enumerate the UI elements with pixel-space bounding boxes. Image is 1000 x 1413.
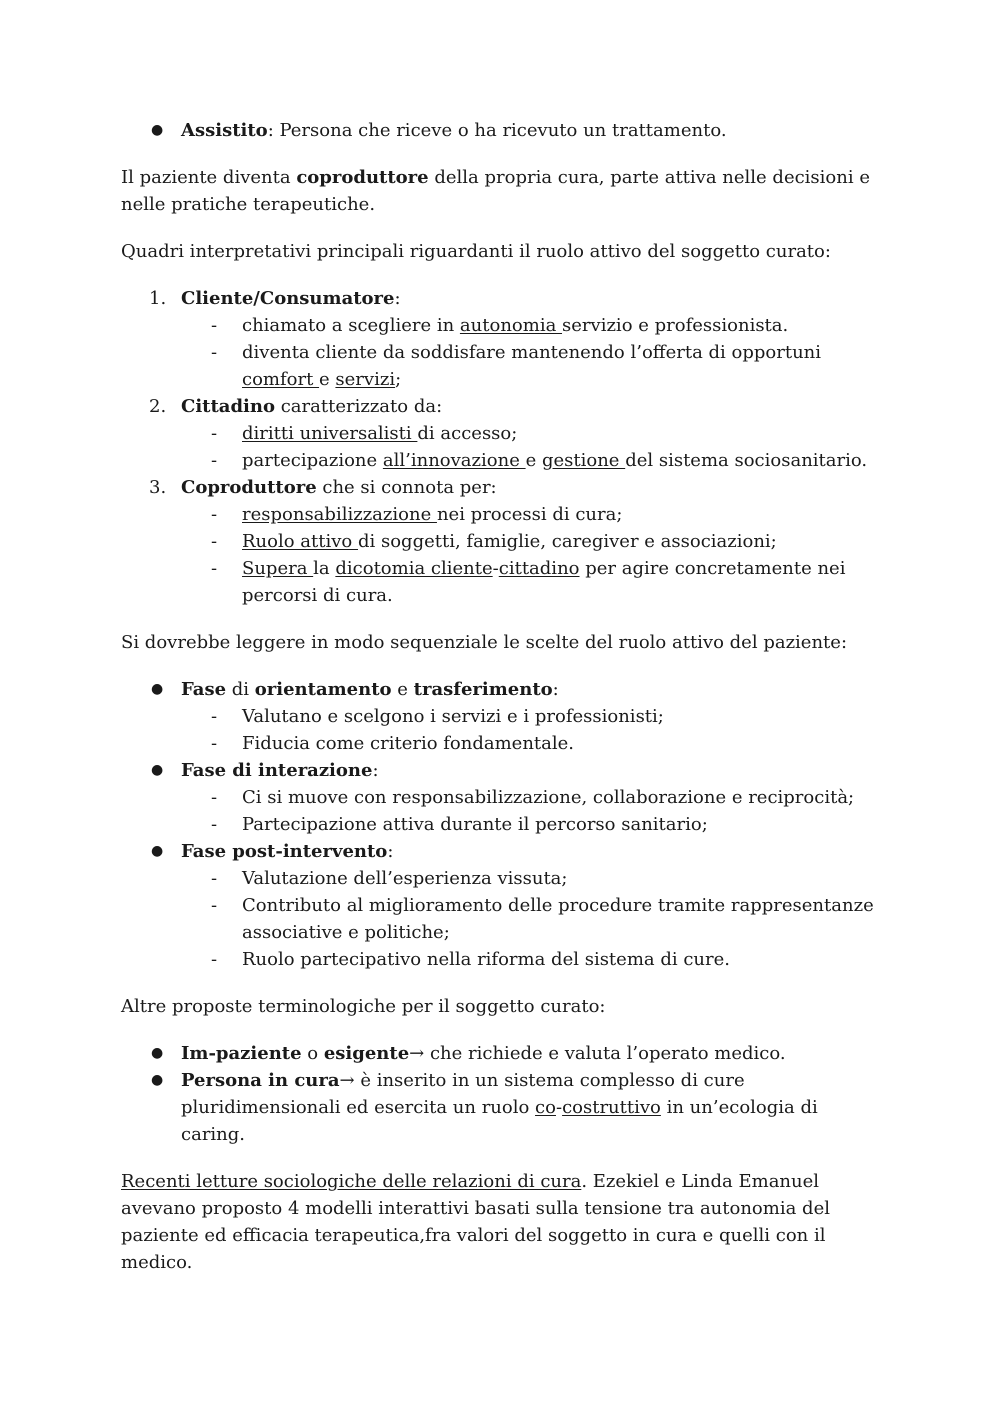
- text: :: [394, 288, 401, 309]
- list-item: [121, 676, 881, 757]
- text: e: [525, 450, 542, 471]
- dash-marker: -: [211, 558, 218, 579]
- frames-list: [121, 285, 881, 609]
- list-item: [181, 420, 881, 447]
- bold-text: Persona in cura: [181, 1070, 340, 1091]
- sub-list: [181, 420, 881, 474]
- list-item: [181, 784, 881, 811]
- text: Valutazione dell’esperienza vissuta;: [242, 868, 568, 889]
- underlined-text: Recenti letture sociologiche delle relazioni di cura: [121, 1171, 582, 1192]
- bold-text: Cittadino: [181, 396, 275, 417]
- bullet-marker: ●: [151, 122, 164, 138]
- list-item: [181, 501, 881, 528]
- list-item: [181, 703, 881, 730]
- term-text: : Persona che riceve o ha ricevuto un trattamento.: [267, 120, 727, 141]
- underlined-text: Supera: [242, 558, 314, 579]
- list-item: [121, 474, 881, 609]
- text: Il paziente diventa: [121, 167, 297, 188]
- dash-marker: -: [211, 868, 218, 889]
- term-bold: Assistito: [181, 120, 268, 141]
- list-item: [181, 730, 881, 757]
- underlined-text: all’innovazione: [382, 450, 526, 471]
- list-item: [121, 1040, 881, 1067]
- dash-marker: -: [211, 531, 218, 552]
- text: caratterizzato da:: [274, 396, 443, 417]
- bold-text: coproduttore: [296, 167, 429, 188]
- bullet-marker: ●: [151, 1072, 164, 1088]
- list-item: [121, 393, 881, 474]
- list-item: [121, 117, 881, 144]
- number-marker: 1.: [149, 288, 167, 309]
- number-marker: 3.: [149, 477, 167, 498]
- list-item: [181, 339, 881, 393]
- text: e: [391, 679, 414, 700]
- dash-marker: -: [211, 706, 218, 727]
- bold-text: Coproduttore: [181, 477, 317, 498]
- dash-marker: -: [211, 895, 218, 916]
- underlined-text: comfort: [242, 369, 320, 390]
- text: Valutano e scelgono i servizi e i professionisti;: [242, 706, 664, 727]
- bold-text: Fase post-intervento: [181, 841, 388, 862]
- dash-marker: -: [211, 315, 218, 336]
- text: :: [372, 760, 379, 781]
- text: -: [555, 1097, 563, 1118]
- sub-list: [181, 703, 881, 757]
- sub-list: [181, 784, 881, 838]
- list-item: [121, 838, 881, 973]
- text: servizio e professionista.: [562, 315, 789, 336]
- bold-text: Im-paziente: [181, 1043, 302, 1064]
- text: → è inserito in un sistema complesso di cure pluridimensionali ed esercita un ruolo: [181, 1070, 745, 1118]
- text: chiamato a scegliere in: [242, 315, 460, 336]
- underlined-text: costruttivo: [562, 1097, 661, 1118]
- paragraph-altre-proposte: Altre proposte terminologiche per il soggetto curato:: [121, 996, 606, 1017]
- document-page: [121, 117, 881, 1296]
- list-item: [121, 757, 881, 838]
- paragraph-recenti-letture: [121, 1168, 881, 1276]
- dash-marker: -: [211, 423, 218, 444]
- text: della propria cura, parte attiva nelle decisioni e nelle pratiche terapeutiche.: [121, 167, 870, 215]
- paragraph-sequenziale: Si dovrebbe leggere in modo sequenziale le scelte del ruolo attivo del paziente:: [121, 632, 848, 653]
- list-item: [181, 312, 881, 339]
- text: di: [226, 679, 255, 700]
- underlined-text: diritti universalisti: [242, 423, 418, 444]
- text: → che richiede e valuta l’operato medico.: [409, 1043, 786, 1064]
- text: :: [552, 679, 559, 700]
- dash-marker: -: [211, 504, 218, 525]
- underlined-text: cittadino: [498, 558, 580, 579]
- list-item: [121, 285, 881, 393]
- bold-text: orientamento: [254, 679, 392, 700]
- text: del sistema sociosanitario.: [625, 450, 868, 471]
- bullet-marker: ●: [151, 762, 164, 778]
- text: Fiducia come criterio fondamentale.: [242, 733, 575, 754]
- text: :: [387, 841, 394, 862]
- sub-list: [181, 865, 881, 973]
- dash-marker: -: [211, 450, 218, 471]
- bold-text: Fase di interazione: [181, 760, 373, 781]
- underlined-text: gestione: [541, 450, 626, 471]
- text: e: [319, 369, 336, 390]
- text: in un’ecologia di caring.: [181, 1097, 818, 1145]
- text: di accesso;: [417, 423, 518, 444]
- text: la: [313, 558, 336, 579]
- bullet-marker: ●: [151, 843, 164, 859]
- text: che si connota per:: [316, 477, 497, 498]
- dash-marker: -: [211, 342, 218, 363]
- text: . Ezekiel e Linda Emanuel avevano proposto 4 modelli interattivi basati sulla tensione tra autonomia del paziente ed efficacia terapeutica,fra valori del soggetto in cura e quelli con il medico.: [121, 1171, 830, 1273]
- paragraph-quadri: Quadri interpretativi principali riguardanti il ruolo attivo del soggetto curato:: [121, 241, 831, 262]
- list-item: [181, 811, 881, 838]
- text: o: [301, 1043, 324, 1064]
- underlined-text: Ruolo attivo: [242, 531, 358, 552]
- text: Contributo al miglioramento delle procedure tramite rappresentanze associative e politiche;: [242, 895, 874, 943]
- underlined-text: responsabilizzazione: [242, 504, 437, 525]
- list-item: [181, 447, 881, 474]
- underlined-text: servizi: [335, 369, 396, 390]
- bold-text: trasferimento: [413, 679, 553, 700]
- sub-list: [181, 501, 881, 609]
- text: per agire concretamente nei percorsi di cura.: [242, 558, 846, 606]
- dash-marker: -: [211, 949, 218, 970]
- phases-list: [121, 676, 881, 973]
- text: nei processi di cura;: [436, 504, 623, 525]
- text: ;: [395, 369, 402, 390]
- underlined-text: dicotomia cliente: [335, 558, 493, 579]
- list-item: [121, 1067, 881, 1148]
- underlined-text: co: [535, 1097, 556, 1118]
- dash-marker: -: [211, 733, 218, 754]
- text: Ci si muove con responsabilizzazione, collaborazione e reciprocità;: [242, 787, 855, 808]
- text: diventa cliente da soddisfare mantenendo l’offerta di opportuni: [242, 342, 822, 363]
- text: partecipazione: [242, 450, 383, 471]
- bold-text: Cliente/Consumatore: [181, 288, 395, 309]
- text: di soggetti, famiglie, caregiver e associazioni;: [357, 531, 777, 552]
- bold-text: Fase: [181, 679, 227, 700]
- list-item: [181, 528, 881, 555]
- paragraph-coproduttore: [121, 164, 881, 218]
- bold-text: esigente: [323, 1043, 410, 1064]
- underlined-text: autonomia: [459, 315, 563, 336]
- list-item: [181, 946, 881, 973]
- top-bullet-list: [121, 117, 881, 144]
- terms-list: [121, 1040, 881, 1148]
- sub-list: [181, 312, 881, 393]
- number-marker: 2.: [149, 396, 167, 417]
- text: Partecipazione attiva durante il percorso sanitario;: [242, 814, 708, 835]
- dash-marker: -: [211, 814, 218, 835]
- text: -: [492, 558, 499, 579]
- text: Ruolo partecipativo nella riforma del sistema di cure.: [242, 949, 730, 970]
- bullet-marker: ●: [151, 1045, 164, 1061]
- list-item: [181, 555, 881, 609]
- bullet-marker: ●: [151, 681, 164, 697]
- list-item: [181, 865, 881, 892]
- dash-marker: -: [211, 787, 218, 808]
- list-item: [181, 892, 881, 946]
